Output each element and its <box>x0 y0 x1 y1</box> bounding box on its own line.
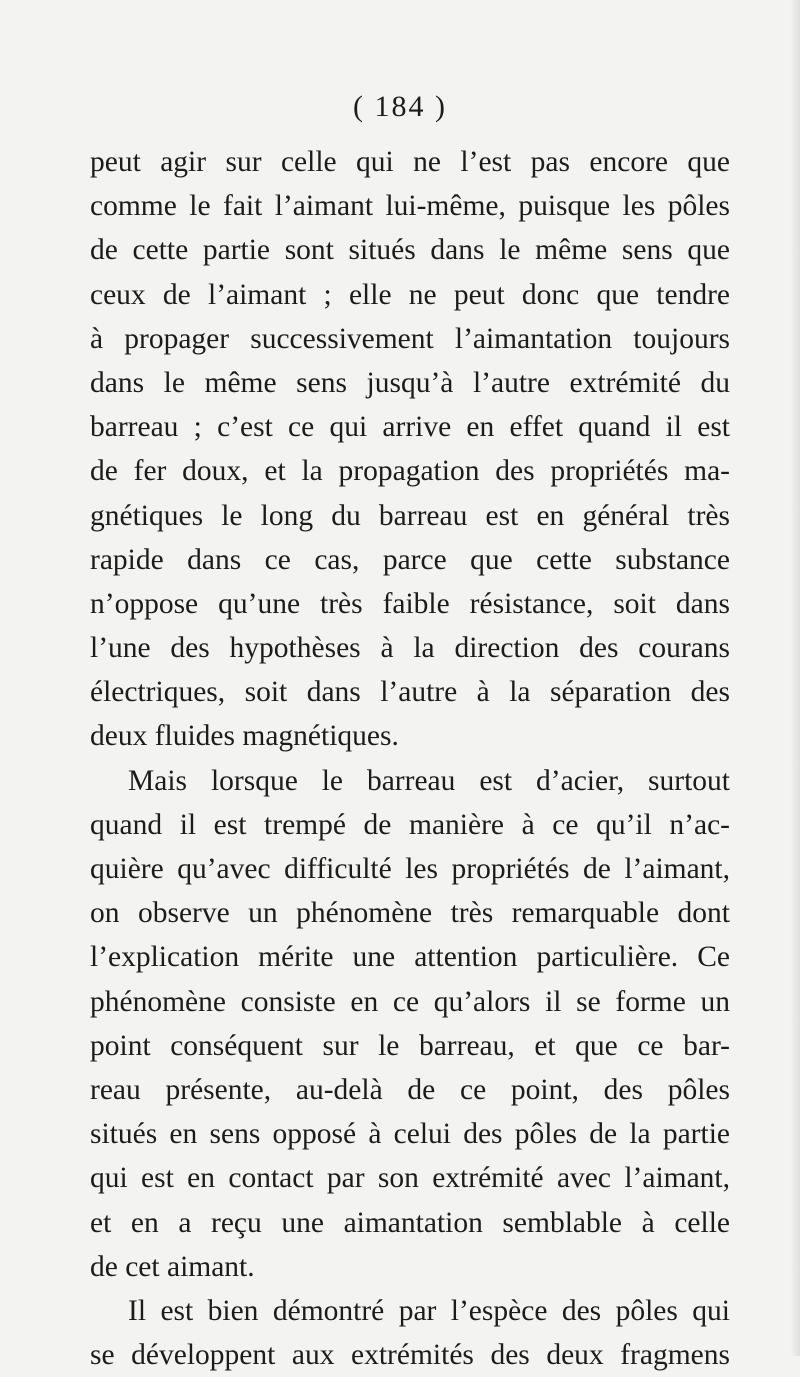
text-line: de cette partie sont situés dans le même sens que <box>90 234 730 267</box>
text-line: de fer doux, et la propagation des propriétés ma- <box>90 455 730 488</box>
text-line: barreau ; c’est ce qui arrive en effet quand il est <box>90 411 730 444</box>
text-line: l’explication mérite une attention particulière. Ce <box>90 941 730 974</box>
page-number: ( 184 ) <box>353 90 447 123</box>
text-line: de cet aimant. <box>90 1250 255 1283</box>
page-edge-shadow <box>790 0 800 1356</box>
body-text <box>90 140 730 1377</box>
text-line: électriques, soit dans l’autre à la séparation des <box>90 676 730 709</box>
text-line: on observe un phénomène très remarquable dont <box>90 897 730 930</box>
text-line: situés en sens opposé à celui des pôles de la partie <box>90 1118 730 1151</box>
text-line: peut agir sur celle qui ne l’est pas encore que <box>90 146 730 178</box>
text-line: Il est bien démontré par l’espèce des pôles qui <box>128 1294 730 1327</box>
text-line: dans le même sens jusqu’à l’autre extrémité du <box>90 366 730 399</box>
text-line: quière qu’avec difficulté les propriétés de l’aimant, <box>90 853 730 885</box>
text-line: deux fluides magnétiques. <box>90 720 399 753</box>
text-line: Mais lorsque le barreau est d’acier, surtout <box>128 764 730 797</box>
text-line: quand il est trempé de manière à ce qu’il n’ac- <box>90 808 730 841</box>
text-line: se développent aux extrémités des deux fragmens <box>90 1339 730 1372</box>
text-line: l’une des hypothèses à la direction des courans <box>90 632 730 665</box>
text-line: ceux de l’aimant ; elle ne peut donc que tendre <box>90 278 730 311</box>
text-line: n’oppose qu’une très faible résistance, soit dans <box>90 587 730 620</box>
text-line: et en a reçu une aimantation semblable à celle <box>90 1206 730 1239</box>
text-line: comme le fait l’aimant lui-même, puisque les pôles <box>90 190 730 223</box>
text-line: qui est en contact par son extrémité avec l’aimant, <box>90 1162 730 1195</box>
text-line: phénomène consiste en ce qu’alors il se forme un <box>90 985 730 1018</box>
text-line: gnétiques le long du barreau est en général très <box>90 499 730 532</box>
text-line: point conséquent sur le barreau, et que ce bar- <box>90 1029 730 1062</box>
text-line: reau présente, au-delà de ce point, des pôles <box>90 1073 730 1106</box>
text-line: à propager successivement l’aimantation toujours <box>90 322 730 355</box>
text-line: rapide dans ce cas, parce que cette substance <box>90 543 730 576</box>
